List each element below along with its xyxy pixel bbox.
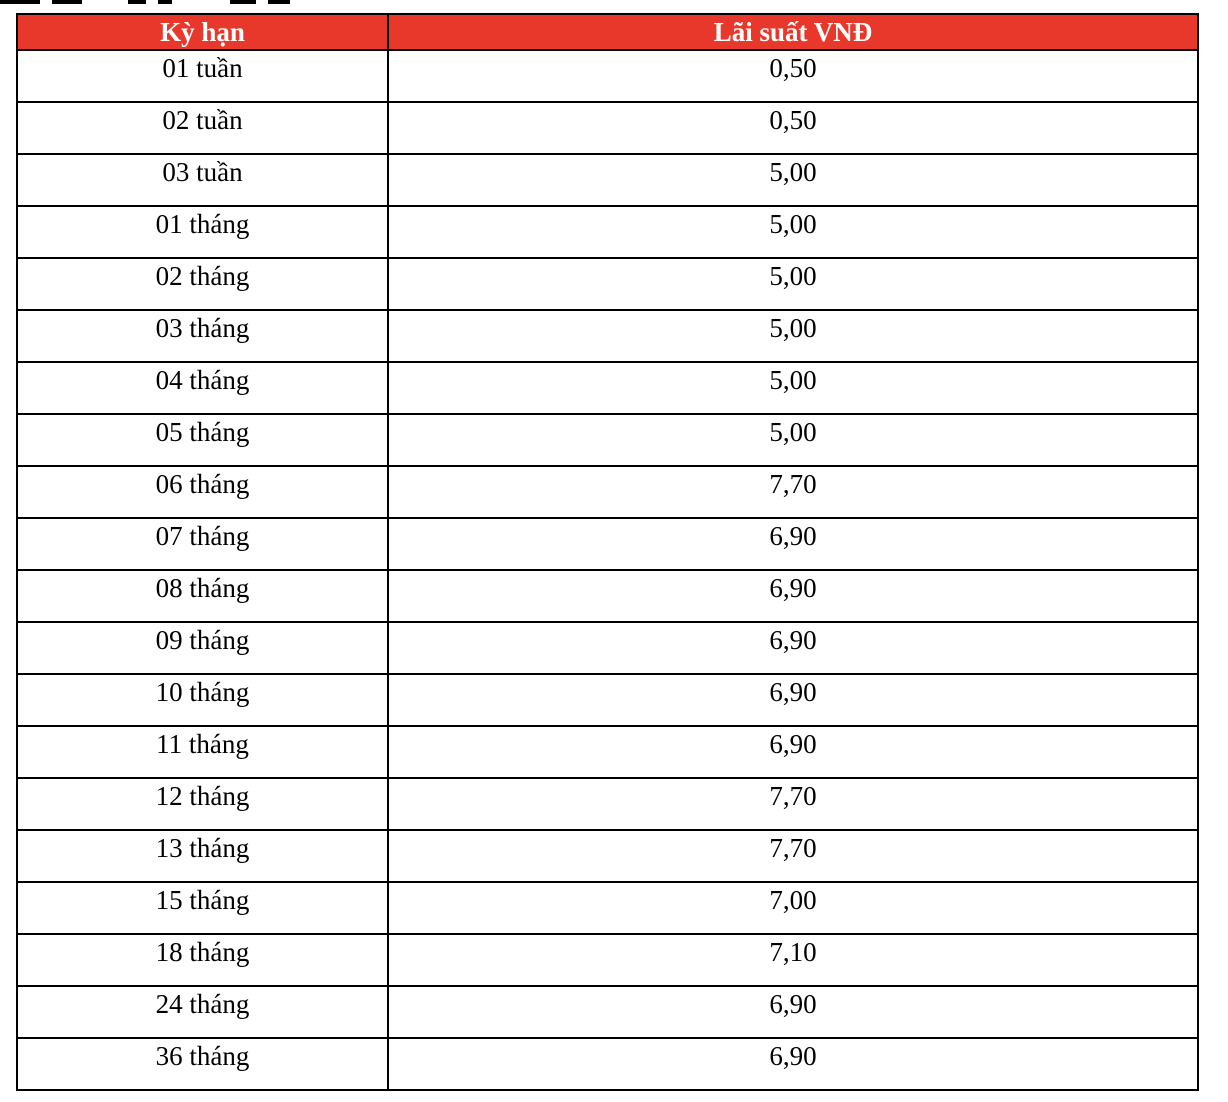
table-row [17, 882, 1198, 934]
term-cell: 03 tuần [17, 154, 388, 206]
table-row [17, 570, 1198, 622]
term-cell: 10 tháng [17, 674, 388, 726]
table-row [17, 206, 1198, 258]
rate-cell: 6,90 [388, 570, 1198, 622]
rate-cell: 7,10 [388, 934, 1198, 986]
term-cell: 09 tháng [17, 622, 388, 674]
table-row [17, 622, 1198, 674]
table-row [17, 986, 1198, 1038]
rate-cell: 0,50 [388, 50, 1198, 102]
rate-cell: 7,00 [388, 882, 1198, 934]
term-cell: 12 tháng [17, 778, 388, 830]
interest-rate-table [16, 13, 1199, 1091]
term-cell: 07 tháng [17, 518, 388, 570]
table-row [17, 466, 1198, 518]
table-row [17, 674, 1198, 726]
term-cell: 01 tuần [17, 50, 388, 102]
table-row [17, 154, 1198, 206]
table-row [17, 310, 1198, 362]
table-row [17, 1038, 1198, 1090]
term-cell: 15 tháng [17, 882, 388, 934]
term-cell: 04 tháng [17, 362, 388, 414]
table-row [17, 830, 1198, 882]
table-row [17, 518, 1198, 570]
rate-cell: 7,70 [388, 778, 1198, 830]
term-cell: 01 tháng [17, 206, 388, 258]
rate-cell: 6,90 [388, 622, 1198, 674]
term-cell: 13 tháng [17, 830, 388, 882]
rate-cell: 5,00 [388, 154, 1198, 206]
rate-cell: 7,70 [388, 466, 1198, 518]
rate-cell: 6,90 [388, 726, 1198, 778]
table-row [17, 362, 1198, 414]
cropped-text-fragment [0, 0, 420, 7]
header-term: Kỳ hạn [17, 14, 388, 50]
term-cell: 02 tuần [17, 102, 388, 154]
rate-cell: 6,90 [388, 1038, 1198, 1090]
term-cell: 36 tháng [17, 1038, 388, 1090]
table-row [17, 258, 1198, 310]
table-row [17, 726, 1198, 778]
term-cell: 03 tháng [17, 310, 388, 362]
rate-cell: 5,00 [388, 362, 1198, 414]
table-row [17, 934, 1198, 986]
table-header-row [17, 14, 1198, 50]
rate-cell: 6,90 [388, 986, 1198, 1038]
rate-cell: 7,70 [388, 830, 1198, 882]
term-cell: 11 tháng [17, 726, 388, 778]
term-cell: 05 tháng [17, 414, 388, 466]
table-row [17, 778, 1198, 830]
term-cell: 18 tháng [17, 934, 388, 986]
rate-cell: 6,90 [388, 518, 1198, 570]
rate-cell: 6,90 [388, 674, 1198, 726]
rate-cell: 5,00 [388, 414, 1198, 466]
rate-cell: 0,50 [388, 102, 1198, 154]
term-cell: 24 tháng [17, 986, 388, 1038]
rate-cell: 5,00 [388, 258, 1198, 310]
table-row [17, 102, 1198, 154]
term-cell: 08 tháng [17, 570, 388, 622]
rate-cell: 5,00 [388, 206, 1198, 258]
table-row [17, 414, 1198, 466]
term-cell: 02 tháng [17, 258, 388, 310]
rate-cell: 5,00 [388, 310, 1198, 362]
header-rate: Lãi suất VNĐ [388, 14, 1198, 50]
table-row [17, 50, 1198, 102]
term-cell: 06 tháng [17, 466, 388, 518]
